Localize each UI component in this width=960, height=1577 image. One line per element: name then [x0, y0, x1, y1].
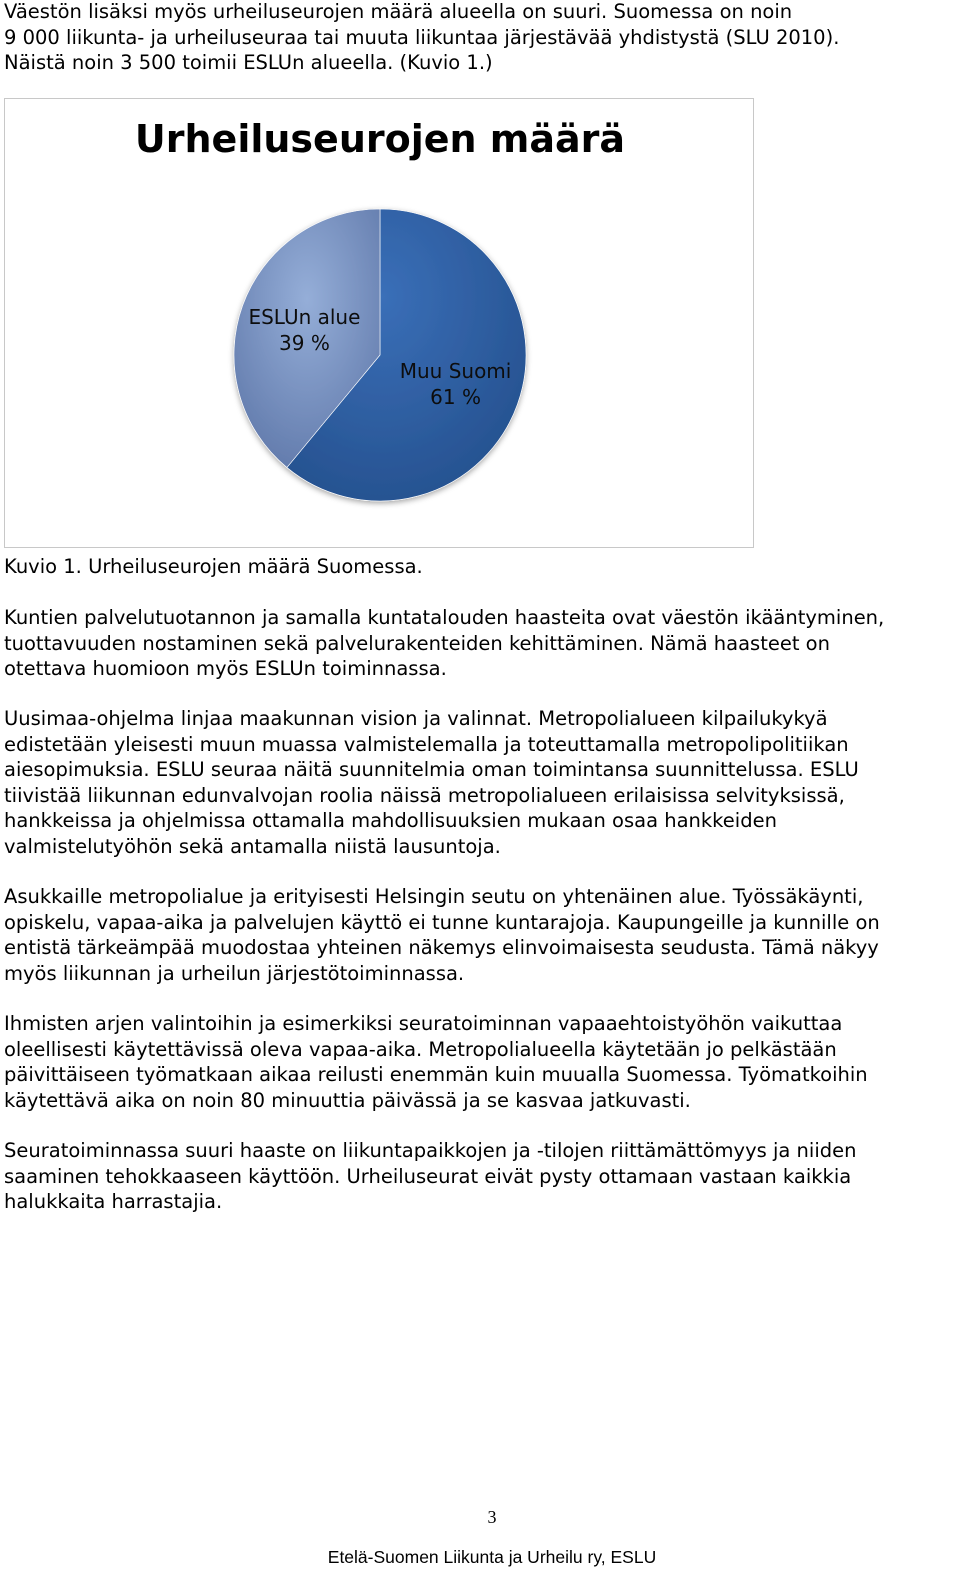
- paragraph-line: Asukkaille metropolialue ja erityisesti Helsingin seutu on yhtenäinen alue. Työssäkäynti,: [4, 885, 864, 908]
- pie-chart-frame: [4, 98, 754, 548]
- chart-title: Urheiluseurojen määrä: [134, 117, 626, 161]
- paragraph-line: halukkaita harrastajia.: [4, 1190, 223, 1213]
- paragraph-line: päivittäiseen työmatkaan aikaa reilusti enemmän kuin muualla Suomessa. Työmatkoihin: [4, 1063, 868, 1086]
- paragraph-line: Ihmisten arjen valintoihin ja esimerkiksi seuratoiminnan vapaaehtoistyöhön vaikuttaa: [4, 1012, 843, 1035]
- intro-line: 9 000 liikunta- ja urheiluseuraa tai muuta liikuntaa järjestävää yhdistystä (SLU 2010).: [4, 25, 840, 49]
- intro-line: Näistä noin 3 500 toimii ESLUn alueella. (Kuvio 1.): [4, 51, 493, 74]
- body-paragraph: [4, 605, 960, 682]
- paragraph-line: Uusimaa-ohjelma linjaa maakunnan vision ja valinnat. Metropolialueen kilpailukykyä: [4, 707, 828, 730]
- slice-value-label: 61 %: [430, 385, 481, 410]
- body-paragraph: [4, 706, 960, 859]
- slice-label: Muu Suomi: [399, 359, 512, 384]
- page-footer: Etelä-Suomen Liikunta ja Urheilu ry, ESLU: [327, 1547, 657, 1567]
- paragraph-line: Kuntien palvelutuotannon ja samalla kuntatalouden haasteita ovat väestön ikääntyminen,: [4, 606, 885, 629]
- intro-paragraph: [4, 0, 960, 76]
- slice-label: ESLUn alue: [248, 304, 361, 329]
- paragraph-line: entistä tärkeämpää muodostaa yhteinen näkemys elinvoimaisesta seudusta. Tämä näkyy: [4, 936, 879, 959]
- paragraph-line: aiesopimuksia. ESLU seuraa näitä suunnitelmia oman toimintansa suunnittelussa. ESLU: [4, 758, 859, 781]
- paragraph-line: käytettävä aika on noin 80 minuuttia päivässä ja se kasvaa jatkuvasti.: [4, 1088, 691, 1112]
- paragraph-line: tiivistää liikunnan edunvalvojan roolia näissä metropolialueen erilaisissa selvityksissä,: [4, 783, 845, 807]
- intro-line: Väestön lisäksi myös urheiluseurojen määrä alueella on suuri. Suomessa on noin: [4, 0, 793, 23]
- paragraph-line: saaminen tehokkaaseen käyttöön. Urheiluseurat eivät pysty ottamaan vastaan kaikkia: [4, 1164, 852, 1188]
- paragraph-line: opiskelu, vapaa-aika ja palvelujen käyttö ei tunne kuntarajoja. Kaupungeille ja kunnille on: [4, 910, 880, 934]
- figure-caption: Kuvio 1. Urheiluseurojen määrä Suomessa.: [4, 555, 423, 578]
- body-paragraph: [4, 884, 960, 986]
- slice-value-label: 39 %: [279, 330, 330, 355]
- paragraph-line: hankkeissa ja ohjelmissa ottamalla mahdollisuuksien mukaan osaa hankkeiden: [4, 809, 777, 832]
- paragraph-line: myös liikunnan ja urheilun järjestötoiminnassa.: [4, 961, 465, 985]
- paragraph-line: oleellisesti käytettävissä oleva vapaa-aika. Metropolialueella käytetään jo pelkästään: [4, 1037, 837, 1061]
- paragraph-line: otettava huomioon myös ESLUn toiminnassa.: [4, 657, 447, 680]
- paragraph-line: edistetään yleisesti muun muassa valmistelemalla ja toteuttamalla metropolipolitiikan: [4, 732, 849, 756]
- paragraph-line: valmistelutyöhön sekä antamalla niistä lausuntoja.: [4, 834, 501, 858]
- body-paragraph: [4, 1011, 960, 1113]
- body-paragraph: [4, 1138, 960, 1215]
- paragraph-line: tuottavuuden nostaminen sekä palvelurakenteiden kehittäminen. Nämä haasteet on: [4, 631, 830, 655]
- pie-chart: [5, 99, 755, 549]
- page-number: 3: [487, 1507, 497, 1527]
- paragraph-line: Seuratoiminnassa suuri haaste on liikuntapaikkojen ja -tilojen riittämättömyys ja niiden: [4, 1139, 857, 1162]
